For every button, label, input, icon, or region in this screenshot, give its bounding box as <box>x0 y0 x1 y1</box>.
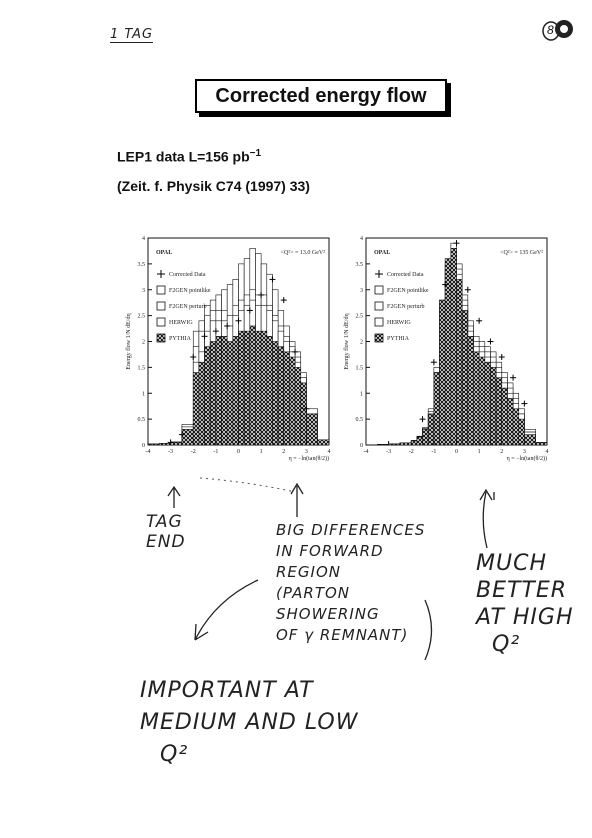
histogram-bar <box>536 442 547 445</box>
note-line: REGION <box>276 563 341 581</box>
note-line: MUCH <box>476 551 547 576</box>
histogram-bar <box>434 373 440 445</box>
histogram-bar <box>485 362 491 445</box>
histogram-bar <box>440 300 446 445</box>
x-tick-label: -2 <box>408 449 414 455</box>
histogram-bar <box>159 443 170 445</box>
y-axis-label: Energy flow 1/N dE/dη <box>344 313 350 370</box>
y-tick-label: 2 <box>142 339 145 346</box>
histogram-bar <box>490 367 496 445</box>
legend-swatch <box>157 318 165 326</box>
histogram-bar <box>239 331 245 445</box>
y-tick-label: 3 <box>360 287 363 294</box>
histogram-bar <box>306 414 317 445</box>
note-line: Q² <box>492 632 521 657</box>
legend-label: F2GEN perturb <box>169 304 207 310</box>
histogram-bar <box>261 331 267 445</box>
x-tick-label: -1 <box>213 449 219 455</box>
x-tick-label: -3 <box>168 449 174 455</box>
histogram-bar <box>462 310 468 445</box>
curved-arrow-icon <box>195 580 258 640</box>
legend-label: PYTHIA <box>387 336 409 342</box>
x-tick-label: 2 <box>282 449 286 455</box>
x-tick-label: 1 <box>477 449 481 455</box>
x-tick-label: 3 <box>522 449 526 455</box>
y-tick-label: 2.5 <box>137 313 145 320</box>
page-number-icon <box>540 18 574 42</box>
y-tick-label: 1.5 <box>137 365 145 372</box>
histogram-bar <box>295 367 301 445</box>
y-tick-label: 1.5 <box>355 365 363 372</box>
energy-flow-plot-high-q2 <box>340 232 555 467</box>
histogram-bar <box>519 419 525 445</box>
histogram-bar <box>199 362 205 445</box>
note-line: MEDIUM AND LOW <box>140 710 359 735</box>
x-tick-label: -2 <box>190 449 196 455</box>
histogram-bar <box>377 444 388 445</box>
histogram-bar <box>445 259 451 445</box>
legend-label: Corrected Data <box>387 272 424 278</box>
x-tick-label: 3 <box>304 449 308 455</box>
histogram-bar <box>210 342 216 446</box>
histogram-bar <box>417 437 423 445</box>
legend-swatch <box>375 318 383 326</box>
bracket-stroke <box>425 600 432 660</box>
arrow-up-icon <box>480 490 494 548</box>
histogram-bar <box>389 444 400 445</box>
y-tick-label: 3 <box>142 287 145 294</box>
histogram-bar <box>272 342 278 446</box>
luminosity-exponent: −1 <box>249 148 262 159</box>
histogram-bar <box>513 409 519 445</box>
histogram-bar <box>222 336 228 445</box>
y-tick-label: 0.5 <box>137 417 145 424</box>
histogram-bar <box>502 388 508 445</box>
histogram-bar <box>457 279 463 445</box>
legend-label: F2GEN pointlike <box>387 288 429 294</box>
note-line: Q² <box>160 742 189 767</box>
y-tick-label: 2 <box>360 339 363 346</box>
histogram-bar <box>227 342 233 446</box>
note-line: IMPORTANT AT <box>140 678 314 703</box>
histogram-bar <box>400 443 411 445</box>
legend-label: HERWIG <box>387 320 411 326</box>
luminosity-text: LEP1 data L=156 pb <box>117 148 250 165</box>
histogram-bar <box>524 435 535 445</box>
histogram-bar <box>233 336 239 445</box>
x-tick-label: 0 <box>237 449 240 455</box>
histogram-bar <box>411 441 417 445</box>
histogram-bar <box>278 347 284 445</box>
x-tick-label: 4 <box>327 449 331 455</box>
y-tick-label: 0 <box>360 443 363 449</box>
x-tick-label: -4 <box>145 449 151 455</box>
corner-tag-note: 1 TAG <box>110 27 154 42</box>
y-tick-label: 1 <box>142 391 145 398</box>
histogram-bar <box>255 331 261 445</box>
x-tick-label: -3 <box>386 449 392 455</box>
legend-swatch <box>157 302 165 310</box>
histogram-bar <box>205 347 211 445</box>
note-line: SHOWERING <box>276 605 380 623</box>
histogram-bar <box>182 429 193 445</box>
histogram-bar <box>289 357 295 445</box>
x-tick-label: -4 <box>363 449 369 455</box>
histogram-bar <box>318 440 329 445</box>
histogram-bar <box>244 331 250 445</box>
legend-label: F2GEN perturb <box>387 304 425 310</box>
energy-flow-plot-low-q2 <box>122 232 337 467</box>
histogram-bar <box>193 373 199 445</box>
x-axis-label: η = −ln(tan(θ/2)) <box>288 456 329 462</box>
y-tick-label: 3.5 <box>355 261 363 268</box>
experiment-label: OPAL <box>156 250 173 256</box>
y-tick-label: 1 <box>360 391 363 398</box>
histogram-bar <box>301 383 307 445</box>
title-box <box>195 79 447 113</box>
histogram-bar <box>468 336 474 445</box>
note-line: IN FORWARD <box>276 542 384 560</box>
luminosity-line <box>117 148 261 165</box>
y-tick-label: 2.5 <box>355 313 363 320</box>
x-axis-label: η = −ln(tan(θ/2)) <box>506 456 547 462</box>
histogram-bar <box>216 336 222 445</box>
y-tick-label: 0 <box>142 443 145 449</box>
histogram-bar <box>428 414 434 445</box>
note-big-differences <box>276 520 425 646</box>
legend-swatch <box>375 302 383 310</box>
q2-label: <Q²> = 13.0 GeV² <box>280 250 325 256</box>
histogram-bar <box>473 352 479 445</box>
legend-swatch <box>157 286 165 294</box>
legend-label: HERWIG <box>169 320 193 326</box>
note-important <box>140 675 358 771</box>
histogram-bar <box>496 378 502 445</box>
legend-label: Corrected Data <box>169 272 206 278</box>
y-tick-label: 4 <box>142 236 145 242</box>
x-tick-label: -1 <box>431 449 437 455</box>
legend-label: PYTHIA <box>169 336 191 342</box>
page-number: 8 <box>547 23 554 37</box>
note-line: AT HIGH <box>476 605 574 630</box>
legend-swatch <box>375 286 383 294</box>
note-line: BIG DIFFERENCES <box>276 521 426 539</box>
note-line: (PARTON <box>276 584 351 602</box>
note-line: OF γ REMNANT) <box>276 626 409 644</box>
dotted-guide <box>200 478 295 492</box>
arrow-up-icon <box>168 487 180 508</box>
legend-swatch <box>375 334 383 342</box>
histogram-bar <box>479 357 485 445</box>
x-tick-label: 0 <box>455 449 458 455</box>
note-tag-end: TAG END <box>146 512 186 552</box>
page-title: Corrected energy flow <box>215 84 427 107</box>
y-tick-label: 0.5 <box>355 417 363 424</box>
legend-swatch <box>157 334 165 342</box>
x-tick-label: 2 <box>500 449 504 455</box>
x-tick-label: 1 <box>259 449 263 455</box>
y-tick-label: 3.5 <box>137 261 145 268</box>
histogram-bar <box>451 248 457 445</box>
histogram-bar <box>507 398 513 445</box>
note-much-better <box>476 550 574 658</box>
q2-label: <Q²> = 135 GeV² <box>500 250 543 256</box>
x-tick-label: 4 <box>545 449 549 455</box>
legend-label: F2GEN pointlike <box>169 288 211 294</box>
y-axis-label: Energy flow 1/N dE/dη <box>126 313 132 370</box>
histogram-bar <box>423 429 429 445</box>
histogram-bar <box>267 336 273 445</box>
page-number-badge <box>540 18 574 42</box>
histogram-bar <box>250 326 256 445</box>
arrow-up-icon <box>291 484 303 517</box>
experiment-label: OPAL <box>374 250 391 256</box>
note-line: BETTER <box>476 578 568 603</box>
reference-line: (Zeit. f. Physik C74 (1997) 33) <box>117 178 310 194</box>
y-tick-label: 4 <box>360 236 363 242</box>
histogram-bar <box>284 352 290 445</box>
